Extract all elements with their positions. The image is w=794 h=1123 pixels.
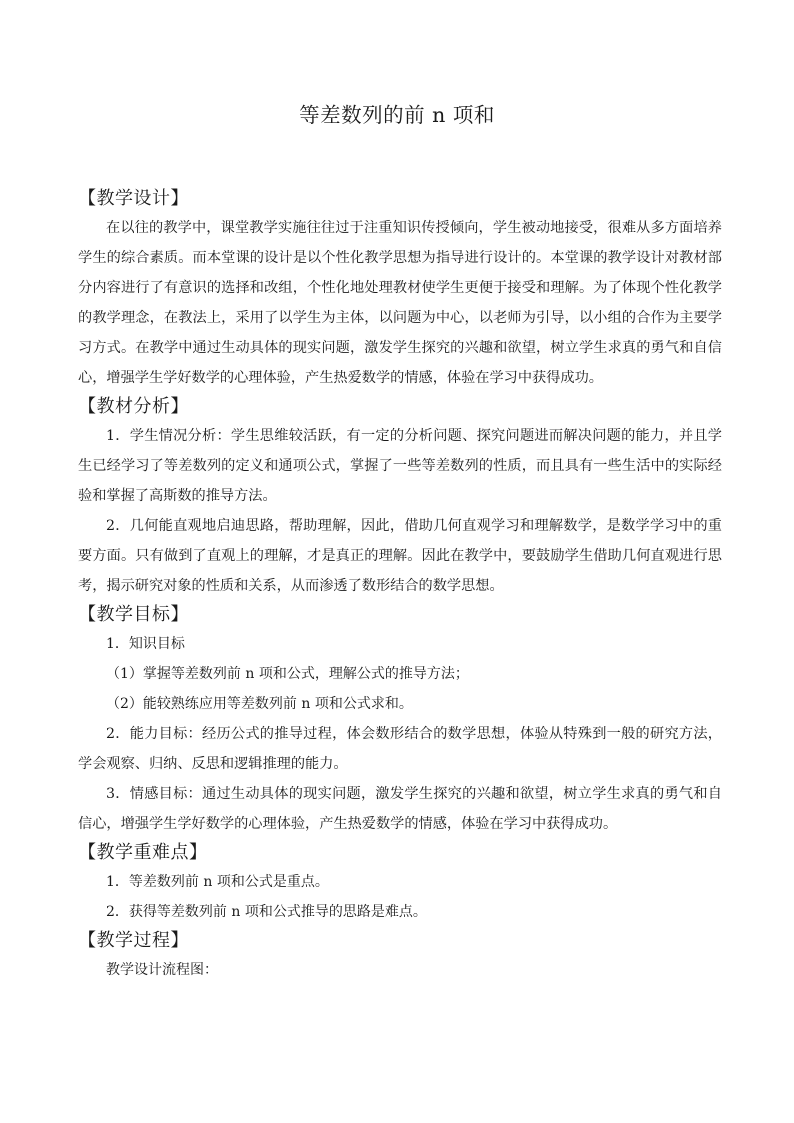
document-title: 等差数列的前 n 项和 bbox=[299, 103, 495, 127]
section-heading-goals: 【教学目标】 bbox=[78, 604, 189, 625]
keypoint-item-1: 1．等差数列前 n 项和公式是重点。 bbox=[106, 874, 329, 890]
goals-emotion: 3．情感目标：通过生动具体的现实问题，激发学生探究的兴趣和欲望，树立学生求真的勇气和自信心，增强学生学好数学的心理体验，产生热爱数学的情感，体验在学习中获得成功。 bbox=[78, 786, 722, 832]
section-heading-keypoints: 【教学重难点】 bbox=[78, 842, 208, 863]
section-heading-process: 【教学过程】 bbox=[78, 930, 189, 951]
goals-knowledge-item-1: （1）掌握等差数列前 n 项和公式，理解公式的推导方法； bbox=[106, 666, 469, 682]
keypoint-item-2: 2．获得等差数列前 n 项和公式推导的思路是难点。 bbox=[106, 904, 427, 920]
section-heading-design: 【教学设计】 bbox=[78, 188, 189, 209]
analysis-item-1: 1．学生情况分析：学生思维较活跃，有一定的分析问题、探究问题进而解决问题的能力，并且学生已经学习了等差数列的定义和通项公式，掌握了一些等差数列的性质，而且具有一些生活中的实际经验和掌握了高斯数的推导方法。 bbox=[78, 428, 722, 504]
section-heading-analysis: 【教材分析】 bbox=[78, 396, 189, 417]
goals-ability: 2．能力目标：经历公式的推导过程，体会数形结合的数学思想，体验从特殊到一般的研究方法，学会观察、归纳、反思和逻辑推理的能力。 bbox=[78, 726, 722, 772]
goals-knowledge-item-2: （2）能较熟练应用等差数列前 n 项和公式求和。 bbox=[106, 696, 413, 712]
analysis-item-2: 2．几何能直观地启迪思路，帮助理解，因此，借助几何直观学习和理解数学，是数学学习中的重要方面。只有做到了直观上的理解，才是真正的理解。因此在教学中，要鼓励学生借助几何直观进行思考，揭示研究对象的性质和关系，从而渗透了数形结合的数学思想。 bbox=[78, 518, 722, 594]
process-text: 教学设计流程图： bbox=[106, 962, 218, 978]
document-body bbox=[78, 185, 722, 985]
design-paragraph: 在以往的教学中，课堂教学实施往往过于注重知识传授倾向，学生被动地接受，很难从多方面培养学生的综合素质。而本堂课的设计是以个性化教学思想为指导进行设计的。本堂课的教学设计对教材部分内容进行了有意识的选择和改组，个性化地处理教材使学生更便于接受和理解。为了体现个性化教学的教学理念，在教法上，采用了以学生为主体，以问题为中心，以老师为引导，以小组的合作为主要学习方式。在教学中通过生动具体的现实问题，激发学生探究的兴趣和欲望，树立学生求真的勇气和自信心，增强学生学好数学的心理体验，产生热爱数学的情感，体验在学习中获得成功。 bbox=[78, 220, 722, 386]
goals-knowledge-label: 1．知识目标 bbox=[106, 636, 185, 652]
